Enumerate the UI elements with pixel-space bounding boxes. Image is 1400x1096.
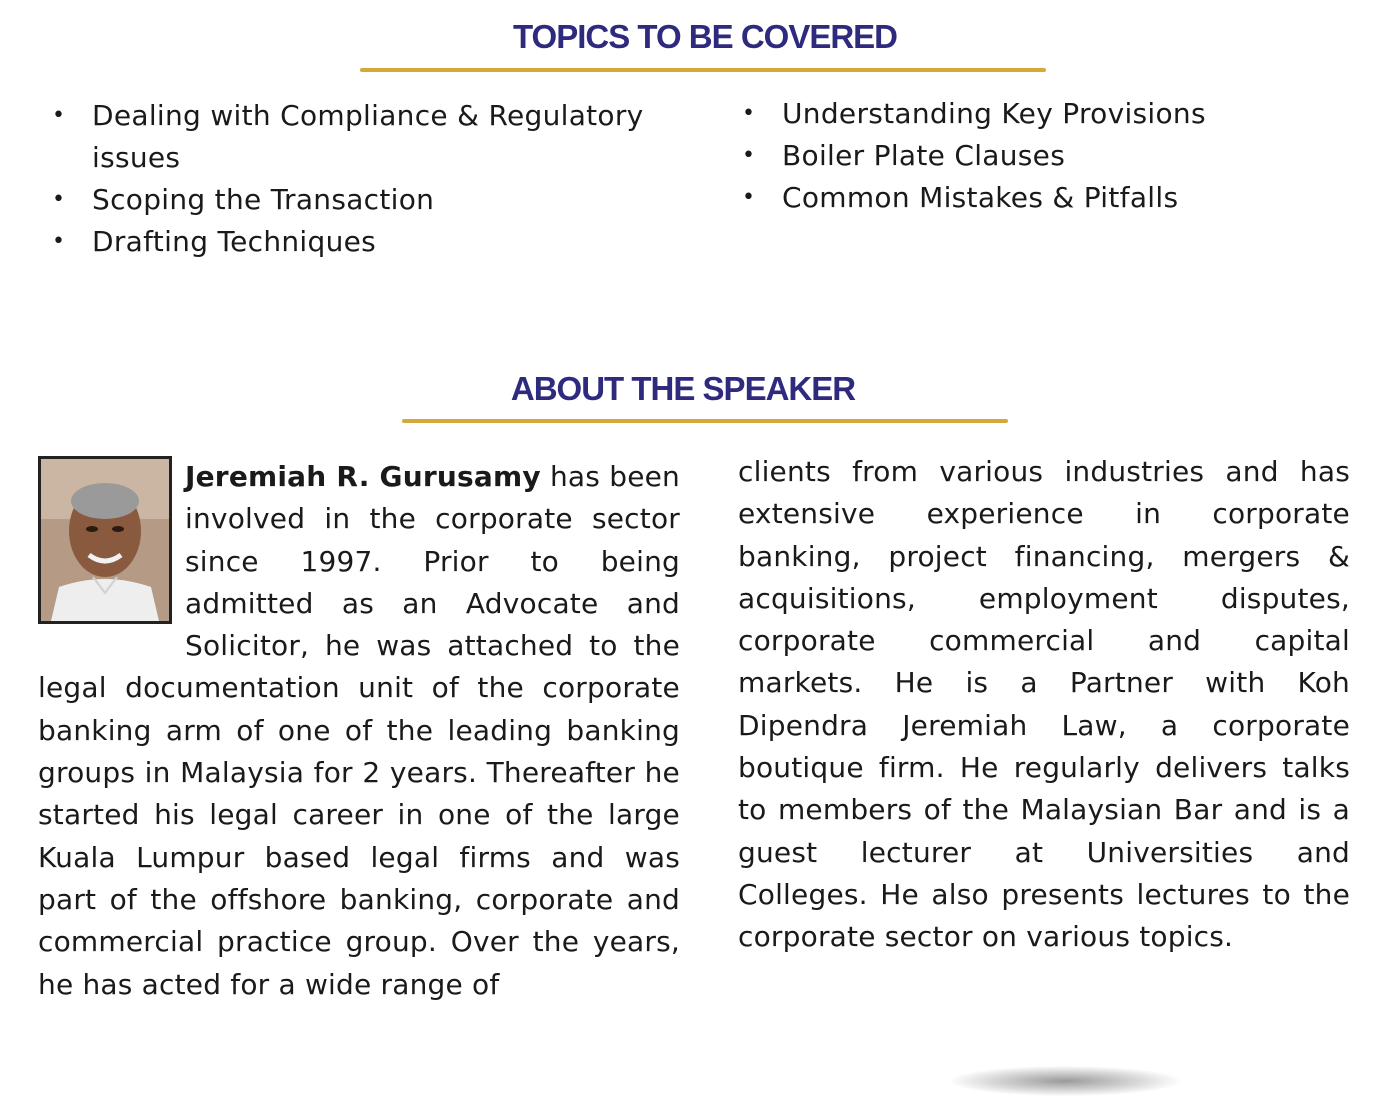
bullet-icon: • — [52, 103, 66, 128]
bullet-icon: • — [742, 185, 756, 210]
topic-item-label: Dealing with Compliance & Regulatory issues — [92, 99, 644, 174]
topic-item — [50, 221, 690, 263]
speaker-bio-left — [38, 456, 680, 1006]
speaker-heading: ABOUT THE SPEAKER — [510, 370, 856, 407]
speaker-photo — [38, 456, 172, 624]
topic-item-label: Boiler Plate Clauses — [782, 139, 1066, 172]
decorative-smudge — [950, 1066, 1180, 1096]
topic-item-label: Scoping the Transaction — [92, 183, 435, 216]
bullet-icon: • — [742, 143, 756, 168]
bullet-icon: • — [52, 229, 66, 254]
speaker-bio-right: clients from various industries and has extensive experience in corporate banking, project financing, mergers & acquisitions, employment disputes, corporate commercial and capital markets. He is a Partner with Koh Dipendra Jeremiah Law, a corporate boutique firm. He regularly delivers talks to members of the Malaysian Bar and is a guest lecturer at Universities and Colleges. He also presents lectures to the corporate sector on various topics. — [738, 455, 1350, 954]
topic-item — [50, 95, 690, 179]
speaker-heading-underline — [402, 419, 1008, 423]
topic-item-label: Drafting Techniques — [92, 225, 377, 258]
speaker-bio-left-text: has been involved in the corporate sector since 1997. Prior to being admitted as an Advocate and Solicitor, he was attached to the legal documentation unit of the corporate banking arm of one of the leading banking groups in Malaysia for 2 years. Thereafter he started his legal career in one of the large Kuala Lumpur based legal firms and was part of the offshore banking, corporate and commercial practice group. Over the years, he has acted for a wide range of — [38, 460, 680, 1001]
speaker-portrait-icon — [41, 459, 169, 621]
topic-item-label: Common Mistakes & Pitfalls — [782, 181, 1179, 214]
bullet-icon: • — [52, 187, 66, 212]
topics-heading-underline — [360, 68, 1046, 72]
topic-item — [740, 135, 1380, 177]
topics-heading: TOPICS TO BE COVERED — [512, 18, 898, 55]
bullet-icon: • — [742, 101, 756, 126]
topics-list-left — [50, 95, 690, 263]
topic-item-label: Understanding Key Provisions — [782, 97, 1206, 130]
topics-list-right — [740, 93, 1380, 219]
speaker-name: Jeremiah R. Gurusamy — [185, 460, 541, 493]
topic-item — [740, 177, 1380, 219]
topic-item — [740, 93, 1380, 135]
topic-item — [50, 179, 690, 221]
